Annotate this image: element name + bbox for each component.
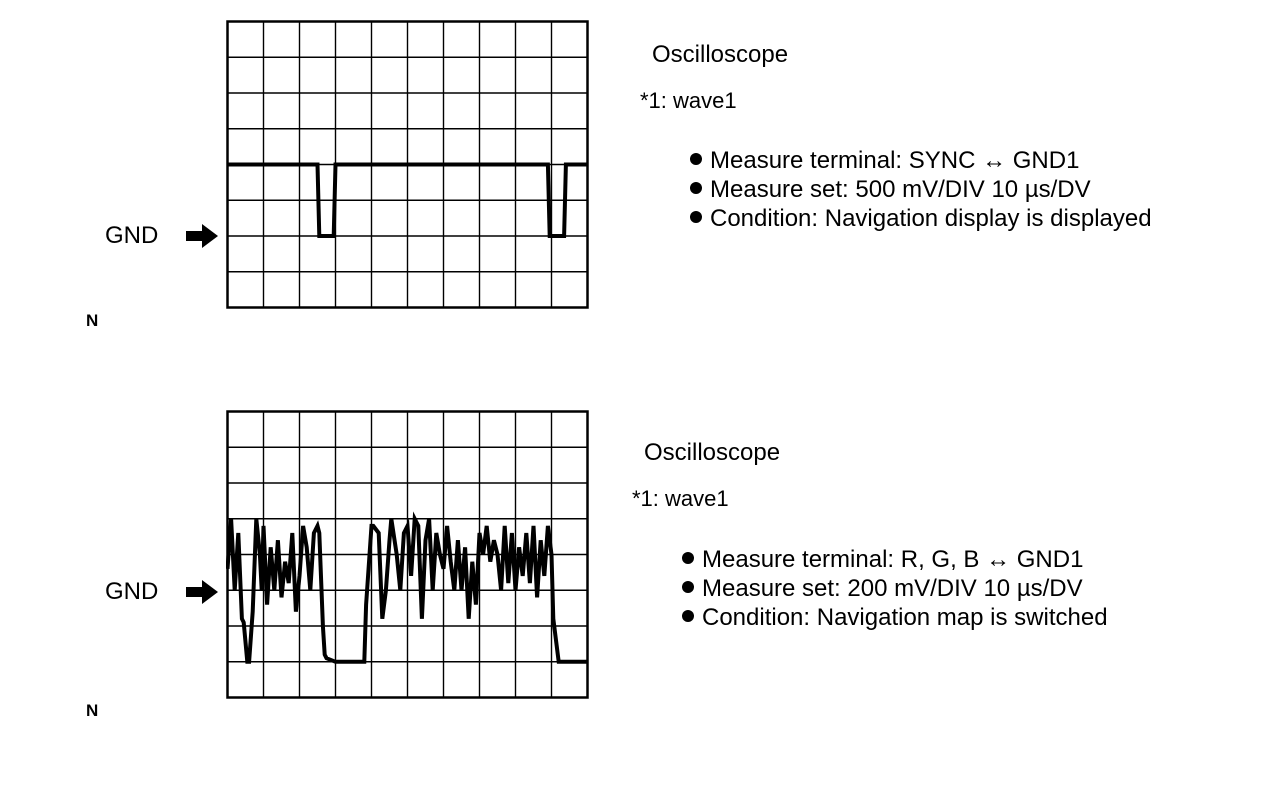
wave-reference: *1: wave1: [640, 88, 737, 113]
measurement-list: [682, 545, 1108, 632]
gnd-label: GND: [105, 578, 159, 605]
bullet-dot-icon: [690, 153, 702, 165]
measure-terminal-item: Measure terminal: R, G, B ↔ GND1: [682, 545, 1108, 574]
panel-title: Oscilloscope: [652, 41, 789, 68]
condition-item: Condition: Navigation map is switched: [682, 603, 1108, 632]
bullet-dot-icon: [682, 610, 694, 622]
bullet-dot-icon: [690, 211, 702, 223]
panel-title: Oscilloscope: [644, 439, 781, 466]
gnd-label: GND: [105, 222, 159, 249]
scope-screen: [226, 20, 589, 309]
bullet-dot-icon: [690, 182, 702, 194]
gnd-arrow-icon: [186, 224, 218, 248]
figure-note-mark: N: [86, 311, 99, 330]
oscilloscope-panel-sync: [0, 0, 1280, 390]
measure-set-item: Measure set: 200 mV/DIV 10 µs/DV: [682, 574, 1108, 603]
figure-note-mark: N: [86, 701, 99, 720]
bullet-dot-icon: [682, 581, 694, 593]
measurement-list: [690, 146, 1152, 233]
measure-terminal-item: Measure terminal: SYNC ↔ GND1: [690, 146, 1152, 175]
measure-set-item: Measure set: 500 mV/DIV 10 µs/DV: [690, 175, 1152, 204]
gnd-arrow-icon: [186, 580, 218, 604]
scope-screen: [226, 410, 589, 699]
bullet-dot-icon: [682, 552, 694, 564]
oscilloscope-panel-rgb: [0, 390, 1280, 780]
condition-item: Condition: Navigation display is displayed: [690, 204, 1152, 233]
wave-reference: *1: wave1: [632, 486, 729, 511]
